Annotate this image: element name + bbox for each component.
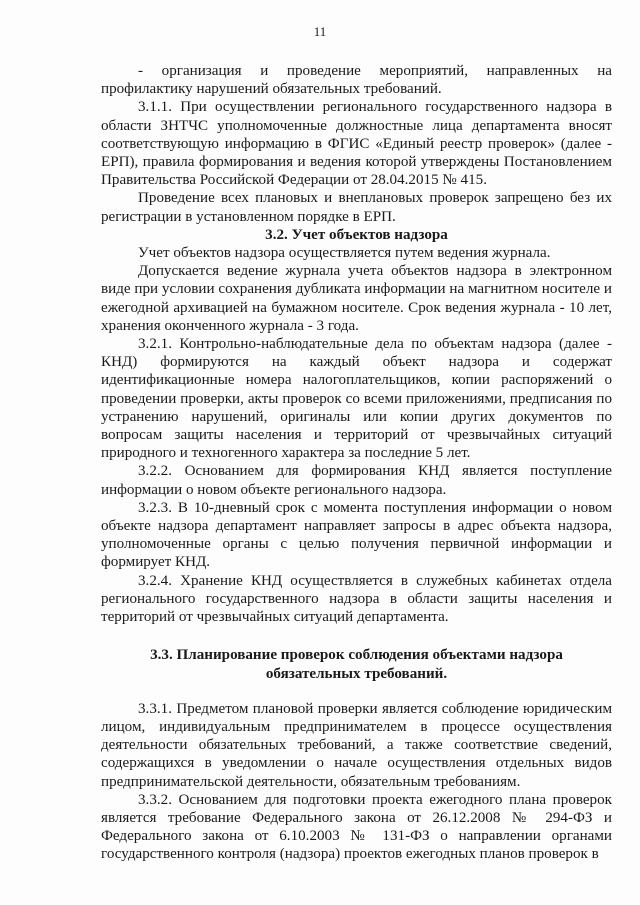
paragraph: 3.2.4. Хранение КНД осуществляется в служебных кабинетах отдела регионального государственного надзора в области защиты населения и территорий от чрезвычайных ситуаций департамента. xyxy=(101,572,612,626)
page-number: 11 xyxy=(313,24,327,39)
paragraph: 3.3.1. Предметом плановой проверки является соблюдение юридическим лицом, индивидуальным предпринимателем в процессе осуществления деятельности обязательных требований, а также соответствие сведений, содержащихся в уведомлении о начале осуществления отдельных видов предпринимательской деятельности, обязательным требованиям. xyxy=(101,700,612,790)
section-heading-3-2: 3.2. Учет объектов надзора xyxy=(265,226,448,243)
section-heading-line: 3.3. Планирование проверок соблюдения объектами надзора xyxy=(150,647,563,664)
paragraph: 3.3.2. Основанием для подготовки проекта ежегодного плана проверок является требование Федерального закона от 26.12.2008 № 294-ФЗ и Федерального закона от 6.10.2003 № 131-ФЗ о направлении органами государственного контроля (надзора) проектов ежегодных планов проверок в xyxy=(101,791,612,863)
paragraph: Допускается ведение журнала учета объектов надзора в электронном виде при условии сохранения дубликата информации на магнитном носителе и ежегодной архивацией на бумажном носителе. Срок ведения журнала - 10 лет, хранения оконченного журнала - 3 года. xyxy=(101,263,612,334)
paragraph: Учет объектов надзора осуществляется путем ведения журнала. xyxy=(138,245,551,262)
paragraph: 3.2.1. Контрольно-наблюдательные дела по объектам надзора (далее - КНД) формируются на каждый объект надзора и содержат идентификационные номера налогоплательщиков, копии распоряжений о проведении проверки, акты проверок со всеми приложениями, предписания по устранению нарушений, оригиналы или копии других документов по вопросам защиты населения и территорий от чрезвычайных ситуаций природного и техногенного характера за последние 5 лет. xyxy=(101,336,612,462)
paragraph: - организация и проведение мероприятий, направленных на профилактику нарушений обязательных требований. xyxy=(101,63,612,98)
paragraph: 3.1.1. При осуществлении регионального государственного надзора в области ЗНТЧС уполномоченные должностные лица департамента вносят соответствующую информацию в ФГИС «Единый реестр проверок» (далее - ЕРП), правила формирования и ведения которой утверждены Постановлением Правительства Российской Федерации от 28.04.2015 № 415. xyxy=(101,99,612,189)
paragraph: Проведение всех плановых и внеплановых проверок запрещено без их регистрации в установленном порядке в ЕРП. xyxy=(101,190,612,225)
section-heading-line: обязательных требований. xyxy=(265,665,448,682)
paragraph: 3.2.3. В 10-дневный срок с момента поступления информации о новом объекте надзора департамент направляет запросы в адрес объекта надзора, уполномоченные органы с целью получения первичной информации и формирует КНД. xyxy=(101,499,612,571)
paragraph: 3.2.2. Основанием для формирования КНД является поступление информации о новом объекте регионального надзора. xyxy=(101,463,612,498)
section-heading-3-3 xyxy=(101,646,612,682)
document-body xyxy=(101,62,612,864)
